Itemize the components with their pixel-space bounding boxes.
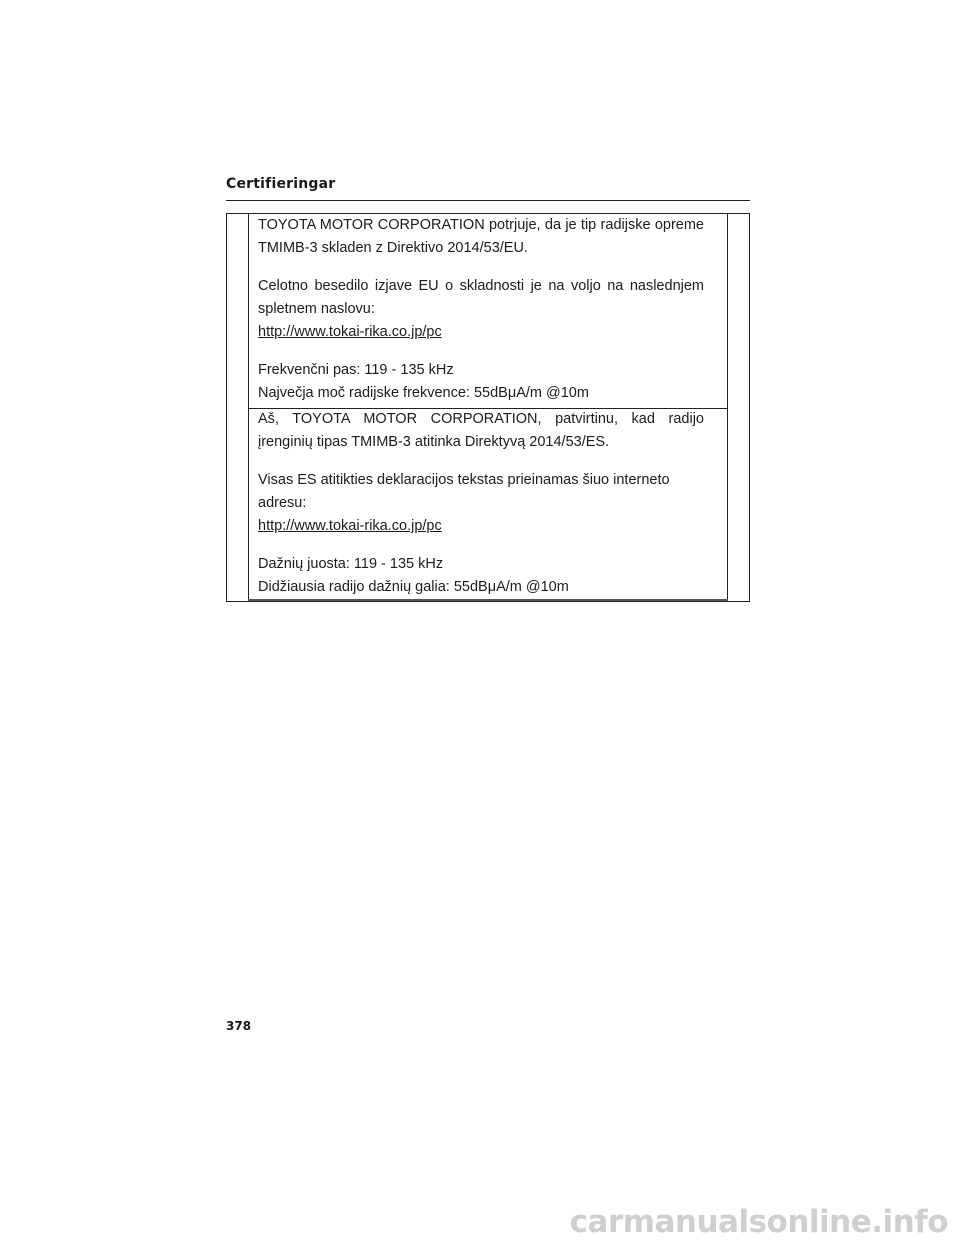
certification-table <box>226 213 750 602</box>
table-cell-lithuanian <box>258 408 704 599</box>
section-header <box>226 176 750 201</box>
frequency-band: Dažnių juosta: 119 - 135 kHz <box>258 556 444 572</box>
max-power: Največja moč radijske frekvence: 55dBμA/m @10m <box>258 385 589 401</box>
declaration-statement: TOYOTA MOTOR CORPORATION potrjuje, da je tip radijske opreme TMIMB-3 skladen z Direktivo 2014/53/EU. <box>258 217 704 256</box>
table-bottom-border <box>248 599 728 601</box>
table-cell-slovenian <box>258 214 704 405</box>
max-power: Didžiausia radijo dažnių galia: 55dBμA/m @10m <box>258 579 569 595</box>
declaration-statement: Aš, TOYOTA MOTOR CORPORATION, patvirtinu, kad radijo įrenginių tipas TMIMB-3 atitinka Direktyvą 2014/53/ES. <box>258 411 704 450</box>
full-text-notice: Visas ES atitikties deklaracijos tekstas prieinamas šiuo interneto adresu: <box>258 472 670 511</box>
page-number: 378 <box>226 1019 252 1033</box>
declaration-link[interactable]: http://www.tokai-rika.co.jp/pc <box>258 324 442 340</box>
section-title: Certifieringar <box>226 176 336 192</box>
full-text-notice: Celotno besedilo izjave EU o skladnosti je na voljo na naslednjem spletnem naslovu: <box>258 278 704 317</box>
watermark: carmanualsonline.info <box>569 1204 948 1240</box>
frequency-band: Frekvenčni pas: 119 - 135 kHz <box>258 362 454 378</box>
declaration-link[interactable]: http://www.tokai-rika.co.jp/pc <box>258 518 442 534</box>
